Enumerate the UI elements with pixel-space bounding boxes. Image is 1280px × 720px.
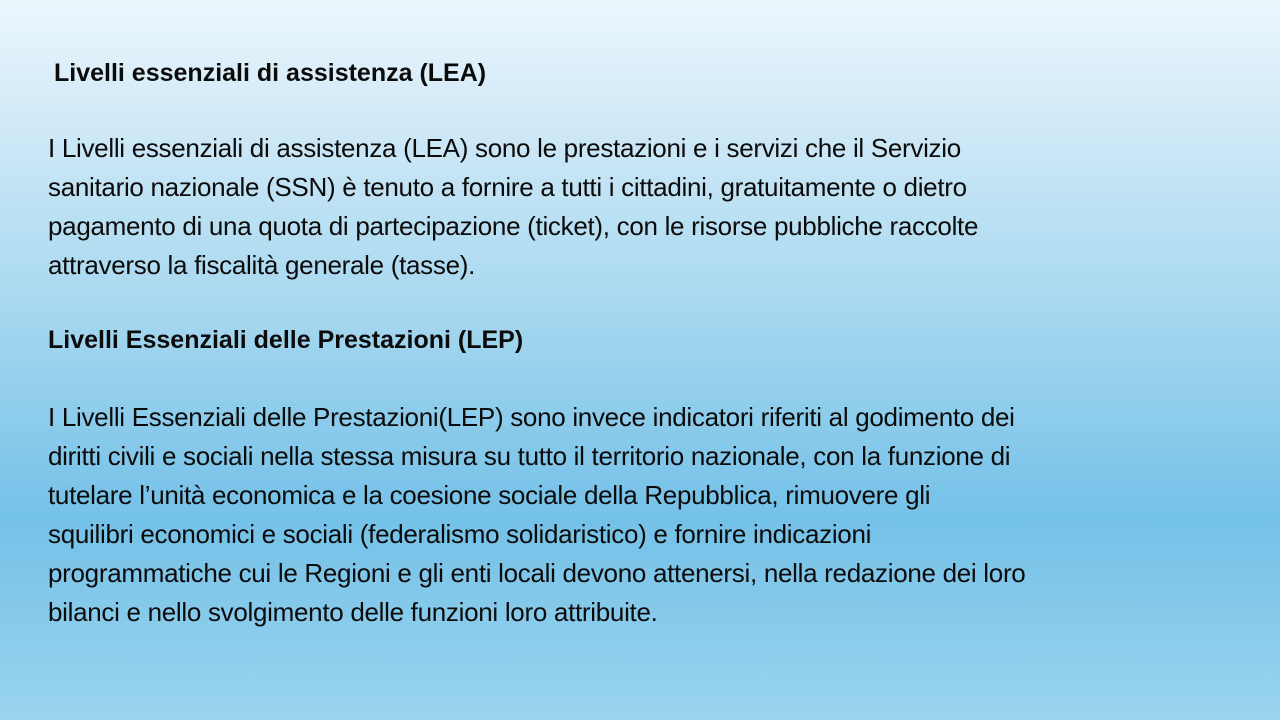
lep-line: programmatiche cui le Regioni e gli enti locali devono attenersi, nella redazione dei loro [48,558,1026,588]
lea-line: pagamento di una quota di partecipazione (ticket), con le risorse pubbliche raccolte [48,211,979,241]
lep-line: bilanci e nello svolgimento delle funzioni loro attribuite. [48,597,658,627]
lep-line: I Livelli Essenziali delle Prestazioni(LEP) sono invece indicatori riferiti al godimento dei [48,402,1015,432]
lep-paragraph [48,398,1258,632]
lea-line: attraverso la fiscalità generale (tasse). [48,250,476,280]
lep-line: tutelare l’unità economica e la coesione sociale della Repubblica, rimuovere gli [48,480,931,510]
lea-line: sanitario nazionale (SSN) è tenuto a fornire a tutti i cittadini, gratuitamente o dietro [48,172,967,202]
lea-paragraph [48,129,1258,285]
lea-heading: Livelli essenziali di assistenza (LEA) [54,59,487,87]
lep-line: squilibri economici e sociali (federalismo solidaristico) e fornire indicazioni [48,519,872,549]
lea-line: I Livelli essenziali di assistenza (LEA) sono le prestazioni e i servizi che il Servizio [48,133,961,163]
lep-line: diritti civili e sociali nella stessa misura su tutto il territorio nazionale, con la funzione di [48,441,1011,471]
lep-heading: Livelli Essenziali delle Prestazioni (LEP) [48,326,524,354]
